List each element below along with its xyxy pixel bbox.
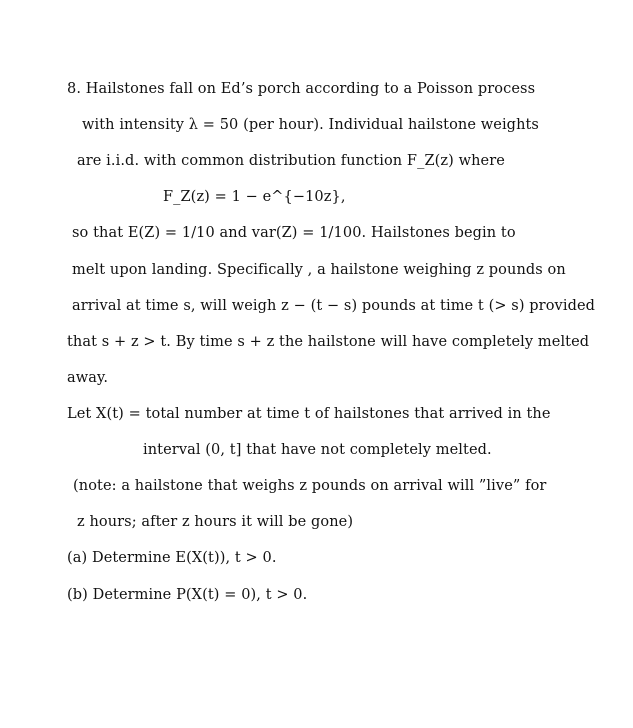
definition-line-1: Let X(t) = total number at time t of hailstones that arrived in the [67,406,551,422]
problem-line-7: arrival at time s, will weigh z − (t − s) pounds at time t (> s) provided [72,298,596,314]
problem-line-9: away. [67,370,109,386]
problem-line-2: with intensity λ = 50 (per hour). Individual hailstone weights [82,117,539,133]
note-line-1: (note: a hailstone that weighs z pounds on arrival will ”live” for [73,478,547,494]
note-line-2: z hours; after z hours it will be gone) [77,514,354,530]
question-a: (a) Determine E(X(t)), t > 0. [67,550,277,566]
definition-line-2: interval (0, t] that have not completely melted. [143,442,492,458]
problem-line-5: so that E(Z) = 1/10 and var(Z) = 1/100. Hailstones begin to [72,225,516,241]
problem-line-1: 8. Hailstones fall on Ed’s porch according to a Poisson process [67,81,536,97]
problem-line-3: are i.i.d. with common distribution function F_Z(z) where [77,153,505,169]
distribution-formula: F_Z(z) = 1 − e^{−10z}, [163,189,346,205]
problem-line-6: melt upon landing. Specifically , a hailstone weighing z pounds on [72,262,566,278]
problem-line-8: that s + z > t. By time s + z the hailstone will have completely melted [67,334,590,350]
question-b: (b) Determine P(X(t) = 0), t > 0. [67,587,308,603]
